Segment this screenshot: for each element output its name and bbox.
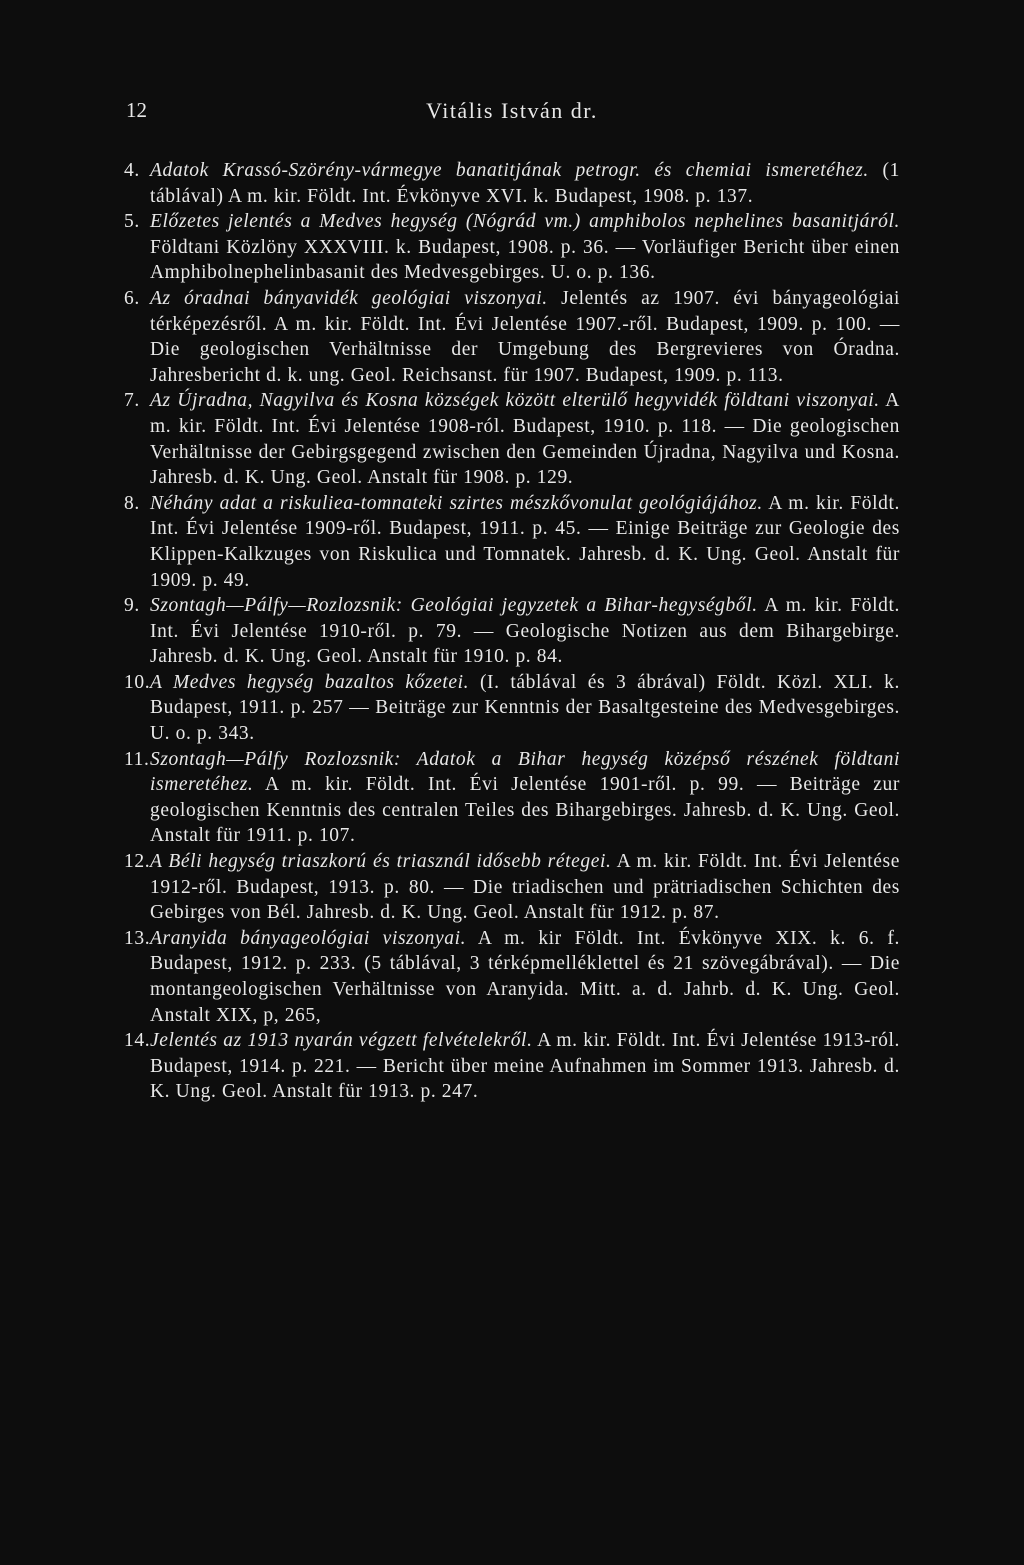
bibliography-list	[124, 158, 900, 1105]
entry-number: 8.	[124, 492, 140, 514]
entry-text: A m. kir. Földt. Int. Évi Jelentése 1901-ről. p. 99. — Beiträge zur geologischen Kenntnis des centralen Teiles des Bihargebirges. Jahresb. d. K. Ung. Geol. Anstalt für 1911. p. 107.	[150, 774, 900, 847]
entry-text: (I. táblával és 3 ábrával) Földt. Közl. XLI. k. Budapest, 1911. p. 257 — Beiträge zur Kenntnis der Basaltgesteine des Medvesgebirges. U. o. p. 343.	[150, 671, 900, 745]
bibliography-entry	[124, 491, 900, 593]
entry-text: A m. kir. Földt. Int. Évi Jelentése 1912-ről. Budapest, 1913. p. 80. — Die triadischen und prätriadischen Schichten des Gebirges von Bél. Jahresb. d. K. Ung. Geol. Anstalt für 1912. p. 87.	[150, 851, 900, 924]
entry-title: Szontagh—Pálfy—Rozlozsnik: Geológiai jegyzetek a Bihar-hegységből.	[150, 595, 758, 617]
page-number: 12	[126, 98, 147, 122]
entry-number: 7.	[124, 390, 140, 412]
entry-title: Szontagh—Pálfy Rozlozsnik: Adatok a Bihar hegység középső részének földtani ismeretéhez.	[150, 748, 900, 796]
bibliography-entry	[124, 849, 900, 926]
entry-title: Aranyida bányageológiai viszonyai.	[150, 927, 467, 949]
bibliography-entry	[124, 286, 900, 388]
bibliography-entry	[124, 1028, 900, 1105]
entry-text: A m. kir. Földt. Int. Évi Jelentése 1909-ről. Budapest, 1911. p. 45. — Einige Beiträge zur Geologie des Klippen-Kalkzuges von Riskulica und Tomnatek. Jahresb. d. K. Ung. Geol. Anstalt für 1909. p. 49.	[150, 492, 900, 591]
bibliography-entry	[124, 593, 900, 670]
entry-title: Az Újradna, Nagyilva és Kosna községek között elterülő hegyvidék földtani viszonyai.	[150, 390, 880, 412]
entry-text: A m. kir. Földt. Int. Évi Jelentése 1910-ről. p. 79. — Geologische Notizen aus dem Bihargebirge. Jahresb. d. K. Ung. Geol. Anstalt für 1910. p. 84.	[150, 595, 900, 668]
entry-number: 12.	[124, 851, 151, 873]
entry-number: 11.	[124, 748, 150, 770]
entry-title: Előzetes jelentés a Medves hegység (Nógrád vm.) amphibolos nephelines basanitjáról.	[150, 211, 900, 233]
entry-text: (1 táblával) A m. kir. Földt. Int. Évkönyve XVI. k. Budapest, 1908. p. 137.	[150, 160, 900, 207]
entry-number: 5.	[124, 211, 140, 233]
entry-text: Földtani Közlöny XXXVIII. k. Budapest, 1908. p. 36. — Vorläufiger Bericht über einen Amphibolnephelinbasanit des Medvesgebirges. U. o. p. 136.	[150, 236, 900, 284]
entry-title: Néhány adat a riskuliea-tomnateki szirtes mészkővonulat geológiájához.	[150, 492, 763, 514]
bibliography-entry	[124, 158, 900, 209]
entry-number: 13.	[124, 927, 151, 949]
entry-number: 9.	[124, 595, 140, 617]
entry-number: 14.	[124, 1030, 151, 1052]
bibliography-entry	[124, 747, 900, 849]
bibliography-entry	[124, 670, 900, 747]
entry-number: 10.	[124, 671, 151, 693]
entry-title: A Medves hegység bazaltos kőzetei.	[150, 671, 470, 693]
entry-number: 4.	[124, 160, 140, 181]
entry-title: Adatok Krassó-Szörény-vármegye banatitjának petrogr. és chemiai ismeretéhez.	[150, 160, 869, 181]
bibliography-entry	[124, 209, 900, 286]
bibliography-entry	[124, 926, 900, 1028]
entry-text: A m. kir. Földt. Int. Évi Jelentése 1908-ról. Budapest, 1910. p. 118. — Die geologischen Verhältnisse der Gebirgsgegend zwischen den Gemeinden Újradna, Nagyilva und Kosna. Jahresb. d. K. Ung. Geol. Anstalt für 1908. p. 129.	[150, 390, 900, 489]
entry-title: Az óradnai bányavidék geológiai viszonyai.	[150, 287, 548, 309]
entry-number: 6.	[124, 287, 140, 309]
entry-title: A Béli hegység triaszkorú és triasznál idősebb rétegei.	[150, 851, 612, 873]
entry-title: Jelentés az 1913 nyarán végzett felvételekről.	[150, 1030, 533, 1052]
running-title: Vitális István dr.	[426, 98, 598, 123]
entry-text: A m. kir. Földt. Int. Évi Jelentése 1913-ról. Budapest, 1914. p. 221. — Bericht über meine Aufnahmen im Sommer 1913. Jahresb. d. K. Ung. Geol. Anstalt für 1913. p. 247.	[150, 1030, 900, 1103]
page-header	[0, 98, 1024, 132]
entry-text: A m. kir Földt. Int. Évkönyve XIX. k. 6. f. Budapest, 1912. p. 233. (5 táblával, 3 térképmelléklettel és 21 szövegábrával). — Die montangeologischen Verhältnisse von Aranyida. Mitt. a. d. Jahrb. d. K. Ung. Geol. Anstalt XIX, p, 265,	[150, 927, 900, 1026]
entry-text: Jelentés az 1907. évi bányageológiai térképezésről. A m. kir. Földt. Int. Évi Jelentése 1907.-ről. Budapest, 1909. p. 100. — Die geologischen Verhältnisse der Umgebung des Bergrevieres von Óradna. Jahresbericht d. k. ung. Geol. Reichsanst. für 1907. Budapest, 1909. p. 113.	[150, 287, 900, 386]
bibliography-entry	[124, 388, 900, 490]
